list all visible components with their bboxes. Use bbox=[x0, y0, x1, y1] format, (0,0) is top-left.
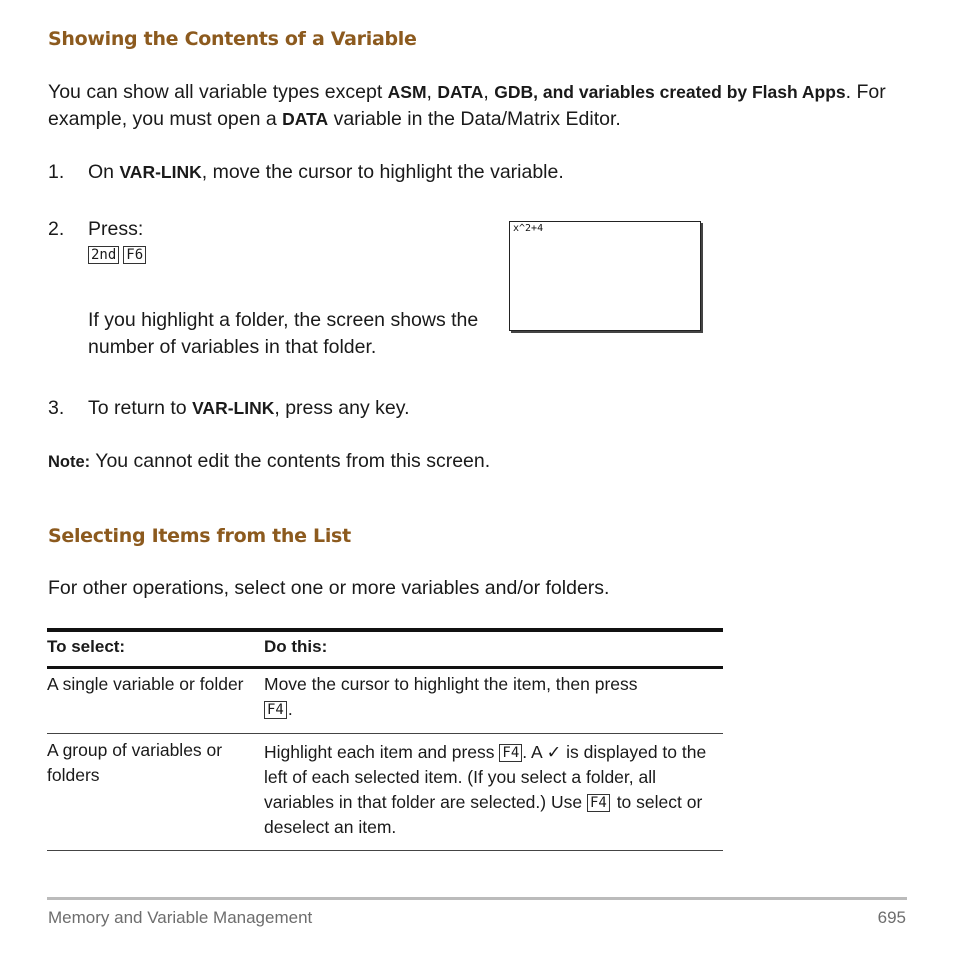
step-2-keys bbox=[88, 246, 150, 265]
selection-intro: For other operations, select one or more variables and/or folders. bbox=[48, 577, 610, 599]
selection-table bbox=[47, 628, 723, 851]
calculator-screen bbox=[509, 221, 701, 331]
row-2-action-text-a: Highlight each item and press bbox=[264, 742, 495, 762]
note bbox=[48, 448, 848, 476]
row-2-select: A group of variables or folders bbox=[47, 734, 264, 851]
step-3-number: 3. bbox=[48, 397, 65, 419]
row-2-action bbox=[264, 734, 723, 851]
step-2-number: 2. bbox=[48, 218, 65, 240]
asm-term: ASM bbox=[387, 82, 427, 102]
row-1-action-end: . bbox=[287, 699, 293, 719]
step-3-text-a: To return to bbox=[88, 397, 193, 419]
step-1-number: 1. bbox=[48, 161, 65, 183]
row-1-action-text: Move the cursor to highlight the item, then press bbox=[264, 674, 638, 694]
row-2-action-text-b: . A ✓ is displayed to the left of each selected item. (If you select a folder, all variables in that folder are selected.) Use bbox=[264, 742, 707, 812]
intro-paragraph bbox=[48, 79, 908, 133]
var-link-term-2: VAR-LINK bbox=[192, 398, 275, 418]
key-f4: F4 bbox=[499, 744, 522, 762]
folder-note-text: If you highlight a folder, the screen shows the number of variables in that folder. bbox=[88, 309, 479, 358]
data-term-2: DATA bbox=[282, 109, 329, 129]
footer-divider bbox=[47, 897, 907, 900]
step-1-text-a: On bbox=[88, 161, 120, 183]
step-3-text bbox=[88, 395, 888, 422]
gdb-term: GDB, and variables created by Flash Apps bbox=[494, 82, 846, 102]
key-f4: F4 bbox=[587, 794, 610, 812]
step-3-text-b: , press any key. bbox=[274, 397, 410, 419]
step-2-press-label: Press: bbox=[88, 218, 144, 240]
note-text: You cannot edit the contents from this screen. bbox=[90, 450, 491, 472]
intro-text-1: You can show all variable types except bbox=[48, 81, 388, 103]
var-link-term: VAR-LINK bbox=[119, 162, 202, 182]
note-label: Note: bbox=[48, 453, 91, 471]
calculator-screen-text: x^2+4 bbox=[513, 223, 544, 234]
data-term: DATA bbox=[437, 82, 484, 102]
footer-title: Memory and Variable Management bbox=[48, 908, 313, 927]
key-f6: F6 bbox=[123, 246, 146, 264]
step-1-text-b: , move the cursor to highlight the variable. bbox=[201, 161, 564, 183]
step-1-text bbox=[88, 159, 888, 186]
row-1-action bbox=[264, 668, 723, 734]
header-to-select: To select: bbox=[47, 630, 264, 668]
table-row bbox=[47, 668, 723, 734]
key-f4: F4 bbox=[264, 701, 287, 719]
intro-sep-2: , bbox=[483, 81, 495, 103]
key-2nd: 2nd bbox=[88, 246, 119, 264]
page-number: 695 bbox=[877, 908, 906, 927]
intro-text-2: . For example, you must open a bbox=[48, 81, 886, 130]
section-heading-showing-contents: Showing the Contents of a Variable bbox=[48, 28, 417, 50]
intro-sep-1: , bbox=[426, 81, 438, 103]
section-heading-selecting-items: Selecting Items from the List bbox=[48, 525, 351, 547]
header-do-this: Do this: bbox=[264, 630, 723, 668]
intro-text-3: variable in the Data/Matrix Editor. bbox=[328, 108, 621, 130]
row-2-action-text-c: to select or deselect an item. bbox=[264, 792, 703, 837]
table-row bbox=[47, 734, 723, 851]
table-header-row bbox=[47, 630, 723, 668]
row-1-select: A single variable or folder bbox=[47, 668, 264, 734]
